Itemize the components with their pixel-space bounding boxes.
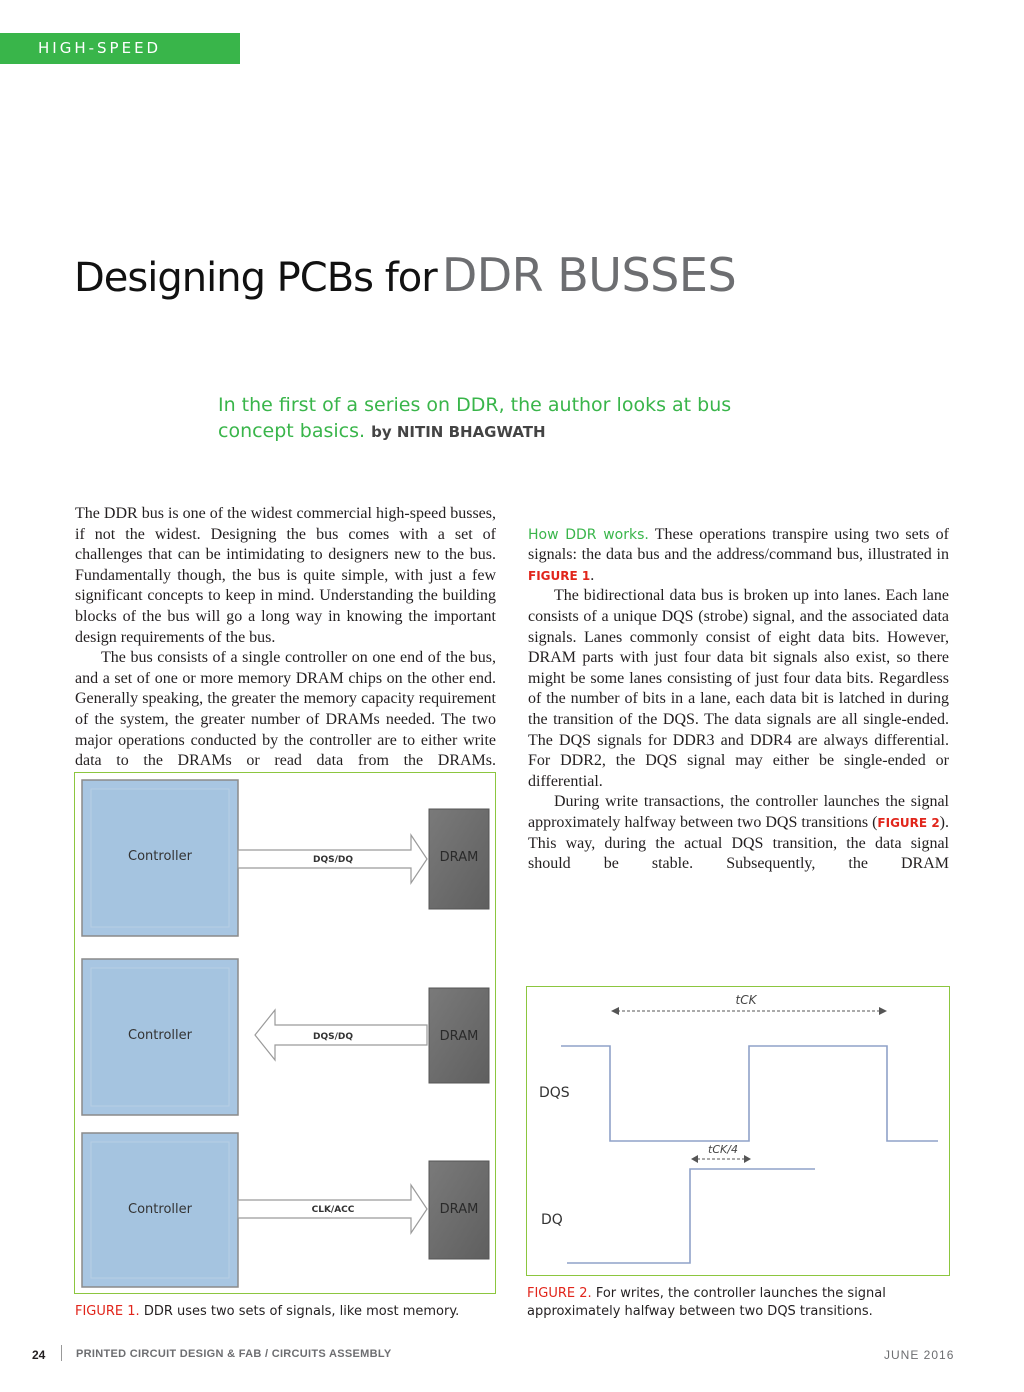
article-deck	[218, 392, 778, 445]
figure-1-caption	[75, 1303, 515, 1321]
dram-label: DRAM	[439, 1202, 479, 1217]
dq-label: DQ	[541, 1212, 563, 1228]
body-column-right	[528, 504, 949, 875]
title-part2: DDR BUSSES	[441, 248, 737, 302]
figure-1-ref: FIGURE 1	[528, 568, 591, 583]
page-number: 24	[32, 1348, 46, 1362]
paragraph-3-end: .	[590, 566, 595, 584]
paragraph-4: The bidirectional data bus is broken up into lanes. Each lane consists of a unique DQS (strobe) signal, and the associated data signals. Lanes commonly consist of eight data bits. However, DRAM parts with just four data bit signals also exist, so there might be some lanes consisting of just four data bits. Regardless of the number of bits in a lane, each data bit is latched in during the transition of the DQS. The data signals are all single-ended. The DQS signals for DDR3 and DDR4 are always differential. For DDR2, the DQS signal may either be single-ended or differential.	[528, 587, 949, 790]
deck-text: In the first of a series on DDR, the author looks at bus concept basics.	[218, 394, 732, 442]
signal-label: DQS/DQ	[312, 855, 354, 865]
figure-2-ref: FIGURE 2	[877, 815, 940, 830]
tck-label: tCK	[735, 993, 757, 1007]
subhead-how-ddr-works: How DDR works.	[528, 526, 649, 543]
figure-1-row-3	[82, 1133, 489, 1287]
paragraph-3	[528, 525, 949, 587]
figure-1-row-1	[82, 780, 489, 936]
paragraph-5	[528, 792, 949, 874]
paragraph-3-text: These operations transpire using two sets of signals: the data bus and the address/command bus, illustrated in	[528, 525, 949, 564]
figure-1-diagram	[75, 773, 495, 1293]
figure-2	[526, 986, 950, 1276]
controller-label: Controller	[128, 1202, 192, 1217]
arrow-left-icon	[691, 1155, 698, 1163]
byline: by NITIN BHAGWATH	[371, 423, 546, 441]
paragraph-2: The bus consists of a single controller on one end of the bus, and a set of one or more memory DRAM chips on the other end. Generally speaking, the greater the memory capacity requirement of the system, the greater number of DRAMs needed. The two major operations conducted by the controller are to either write data to the DRAMs or read data from the DRAMs.	[75, 649, 496, 770]
section-tag	[0, 33, 240, 88]
dqs-label: DQS	[539, 1085, 570, 1101]
figure-2-caption-label: FIGURE 2.	[527, 1286, 592, 1301]
issue-date: JUNE 2016	[884, 1348, 955, 1362]
section-tag-light: HIGH-SPEED	[38, 39, 162, 57]
figure-1-caption-text: DDR uses two sets of signals, like most memory.	[139, 1304, 460, 1319]
paragraph-1: The DDR bus is one of the widest commercial high-speed busses, if not the widest. Designing the bus comes with a set of challenges that can be intimidating to designers new to the bus. Fundamentally though, the bus is quite simple, with just a few significant concepts to keep in mind. Understanding the building blocks of the bus will go a long way in knowing the important design requirements of the bus.	[75, 505, 496, 646]
body-column-left	[75, 504, 496, 772]
dram-label: DRAM	[439, 850, 479, 865]
signal-label: CLK/ACC	[311, 1205, 355, 1215]
tck4-label: tCK/4	[708, 1143, 738, 1156]
footer-divider	[61, 1345, 62, 1361]
publication-name: PRINTED CIRCUIT DESIGN & FAB / CIRCUITS ASSEMBLY	[76, 1348, 392, 1360]
arrow-left-icon	[611, 1007, 619, 1015]
figure-2-caption	[527, 1285, 967, 1321]
arrow-right-icon	[744, 1155, 751, 1163]
figure-1-caption-label: FIGURE 1.	[75, 1304, 140, 1319]
dq-waveform	[567, 1169, 815, 1263]
dqs-waveform	[561, 1046, 938, 1141]
figure-2-diagram	[527, 987, 949, 1275]
arrow-right-icon	[879, 1007, 887, 1015]
paragraph-2-continued	[528, 504, 949, 525]
controller-label: Controller	[128, 1028, 192, 1043]
signal-label: DQS/DQ	[312, 1032, 354, 1042]
paragraph-5-end: ). This way, during the actual DQS transition, the data signal should be stable. Subsequently, the DRAM	[528, 813, 949, 873]
paragraph-5-text: During write transactions, the controller launches the signal approximately halfway between two DQS transitions (	[528, 793, 949, 831]
figure-1-row-2	[82, 959, 489, 1115]
title-part1: Designing PCBs for	[74, 255, 437, 301]
figure-1	[74, 772, 496, 1294]
dram-label: DRAM	[439, 1029, 479, 1044]
article-title	[74, 248, 974, 302]
figure-2-caption-text: For writes, the controller launches the signal approximately halfway between two DQS transitions.	[527, 1286, 886, 1319]
controller-label: Controller	[128, 849, 192, 864]
section-tag-bold: DESIGN	[38, 70, 117, 88]
